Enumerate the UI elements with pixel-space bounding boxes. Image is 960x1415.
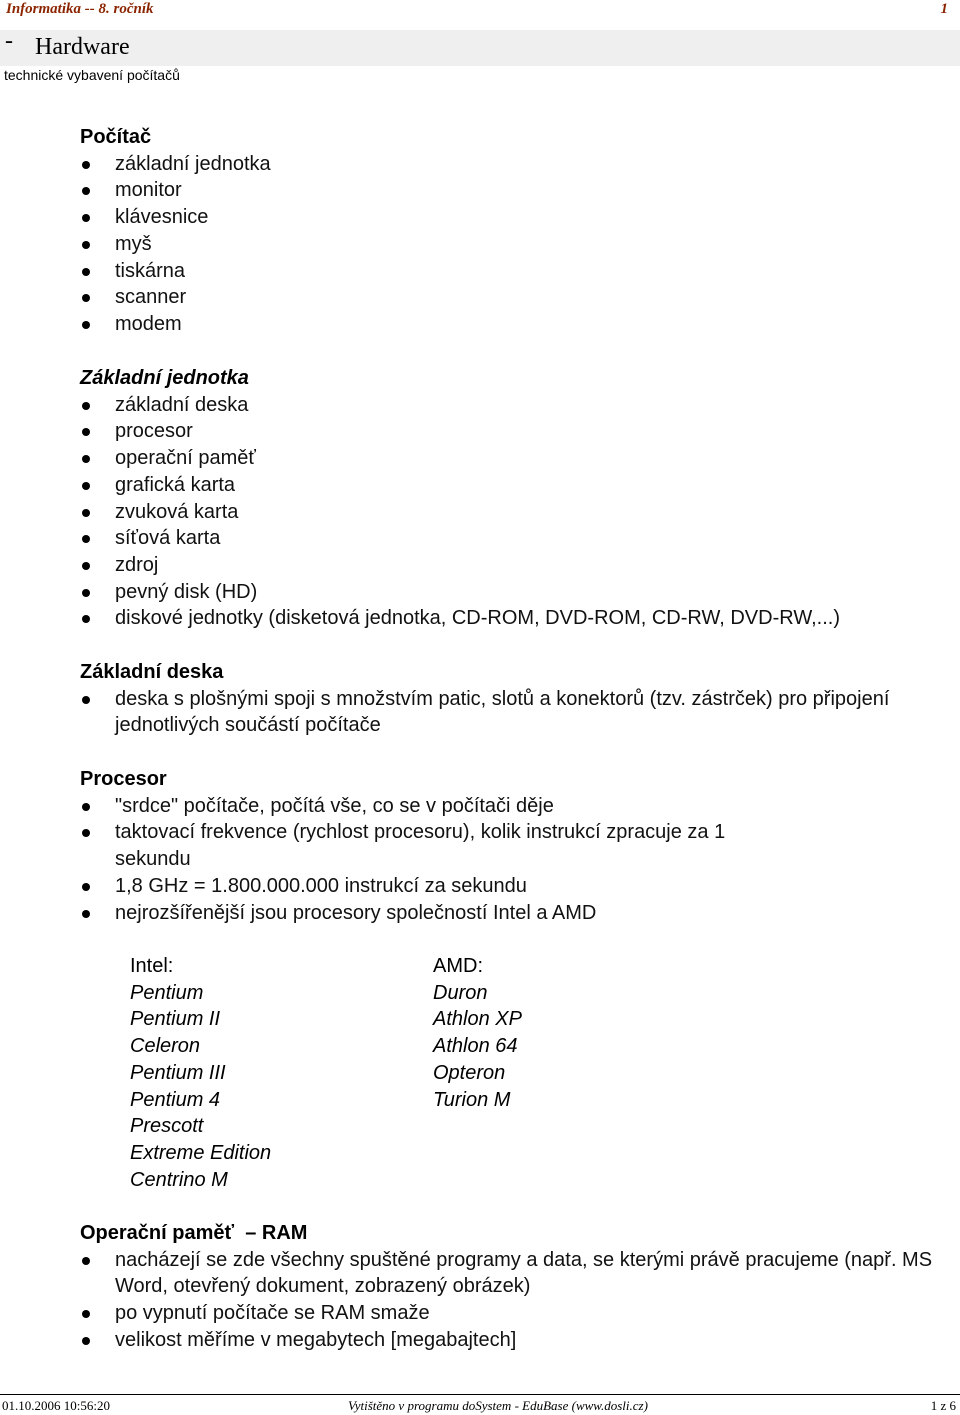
list-item: 1,8 GHz = 1.800.000.000 instrukcí za sekundu (80, 873, 800, 900)
intel-processor: Celeron (130, 1035, 201, 1058)
section-procesor (80, 766, 940, 926)
list-item: scanner (80, 284, 940, 311)
amd-processor: Athlon 64 (433, 1035, 518, 1058)
footer-printed-by: Vytištěno v programu doSystem - EduBase (www.dosli.cz) (348, 1398, 648, 1413)
list-item: po vypnutí počítače se RAM smaže (80, 1300, 940, 1327)
page-number: 1 (940, 1, 948, 17)
intel-processor: Centrino M (130, 1168, 228, 1191)
amd-column (433, 953, 522, 1113)
section-heading: Procesor (80, 768, 167, 790)
list-item: diskové jednotky (disketová jednotka, CD-ROM, DVD-ROM, CD-RW, DVD-RW,...) (80, 605, 940, 632)
list-item: "srdce" počítače, počítá vše, co se v počítači děje (80, 793, 800, 820)
page-header (0, 0, 960, 22)
intel-processor: Pentium (130, 981, 204, 1004)
section-ram (80, 1220, 940, 1354)
section-pocitac (80, 124, 940, 338)
amd-processor: Duron (433, 981, 488, 1004)
footer-page-of: 1 z 6 (930, 1398, 956, 1413)
section-heading: Základní deska (80, 661, 224, 683)
amd-processor: Athlon XP (433, 1008, 522, 1031)
list-item: zdroj (80, 552, 940, 579)
intel-processor: Extreme Edition (130, 1141, 272, 1164)
list-item: operační paměť (80, 445, 940, 472)
section-zakladni-deska (80, 659, 940, 739)
footer-datetime: 01.10.2006 10:56:20 (2, 1398, 110, 1413)
list-item: síťová karta (80, 525, 940, 552)
intel-processor: Pentium II (130, 1008, 221, 1031)
list-item: taktovací frekvence (rychlost procesoru), kolik instrukcí zpracuje za 1 sekundu (80, 819, 800, 872)
list-item: klávesnice (80, 204, 940, 231)
intel-processor: Pentium 4 (130, 1088, 221, 1111)
list-item: základní jednotka (80, 151, 940, 178)
list-item: myš (80, 231, 940, 258)
list-item: deska s plošnými spoji s množstvím patic, slotů a konektorů (tzv. zástrček) pro připojení jednotlivých součástí počítače (80, 686, 890, 739)
list-item: základní deska (80, 392, 940, 419)
bullet-list (80, 151, 940, 338)
list-item: nacházejí se zde všechny spuštěné programy a data, se kterými právě pracujeme (např. MS Word, otevřený dokument, zobrazený obrázek) (80, 1247, 940, 1300)
amd-processor: Opteron (433, 1061, 506, 1084)
bullet-list (80, 1247, 940, 1354)
course-label: Informatika -- 8. ročník (6, 1, 154, 17)
list-item: pevný disk (HD) (80, 579, 940, 606)
footer-divider (0, 1394, 960, 1395)
section-heading: Operační paměť – RAM (80, 1222, 308, 1244)
list-item: grafická karta (80, 472, 940, 499)
list-item: zvuková karta (80, 499, 940, 526)
list-item: modem (80, 311, 940, 338)
title-bar (0, 30, 960, 66)
amd-label: AMD: (433, 955, 483, 977)
amd-processor: Turion M (433, 1088, 511, 1111)
title-dash: - (5, 28, 13, 54)
list-item: nejrozšířenější jsou procesory společností Intel a AMD (80, 900, 800, 927)
list-item: tiskárna (80, 258, 940, 285)
section-heading: Počítač (80, 126, 152, 148)
intel-column (130, 953, 271, 1193)
intel-processor: Pentium III (130, 1061, 226, 1084)
section-zakladni-jednotka (80, 365, 940, 632)
section-heading: Základní jednotka (80, 367, 249, 389)
bullet-list (80, 793, 800, 927)
list-item: monitor (80, 177, 940, 204)
bullet-list (80, 686, 890, 739)
page-subtitle: technické vybavení počítačů (4, 67, 180, 83)
list-item: procesor (80, 418, 940, 445)
intel-processor: Prescott (130, 1115, 204, 1138)
intel-label: Intel: (130, 955, 174, 977)
page-title: Hardware (35, 34, 130, 60)
bullet-list (80, 392, 940, 632)
list-item: velikost měříme v megabytech [megabajtech] (80, 1327, 940, 1354)
